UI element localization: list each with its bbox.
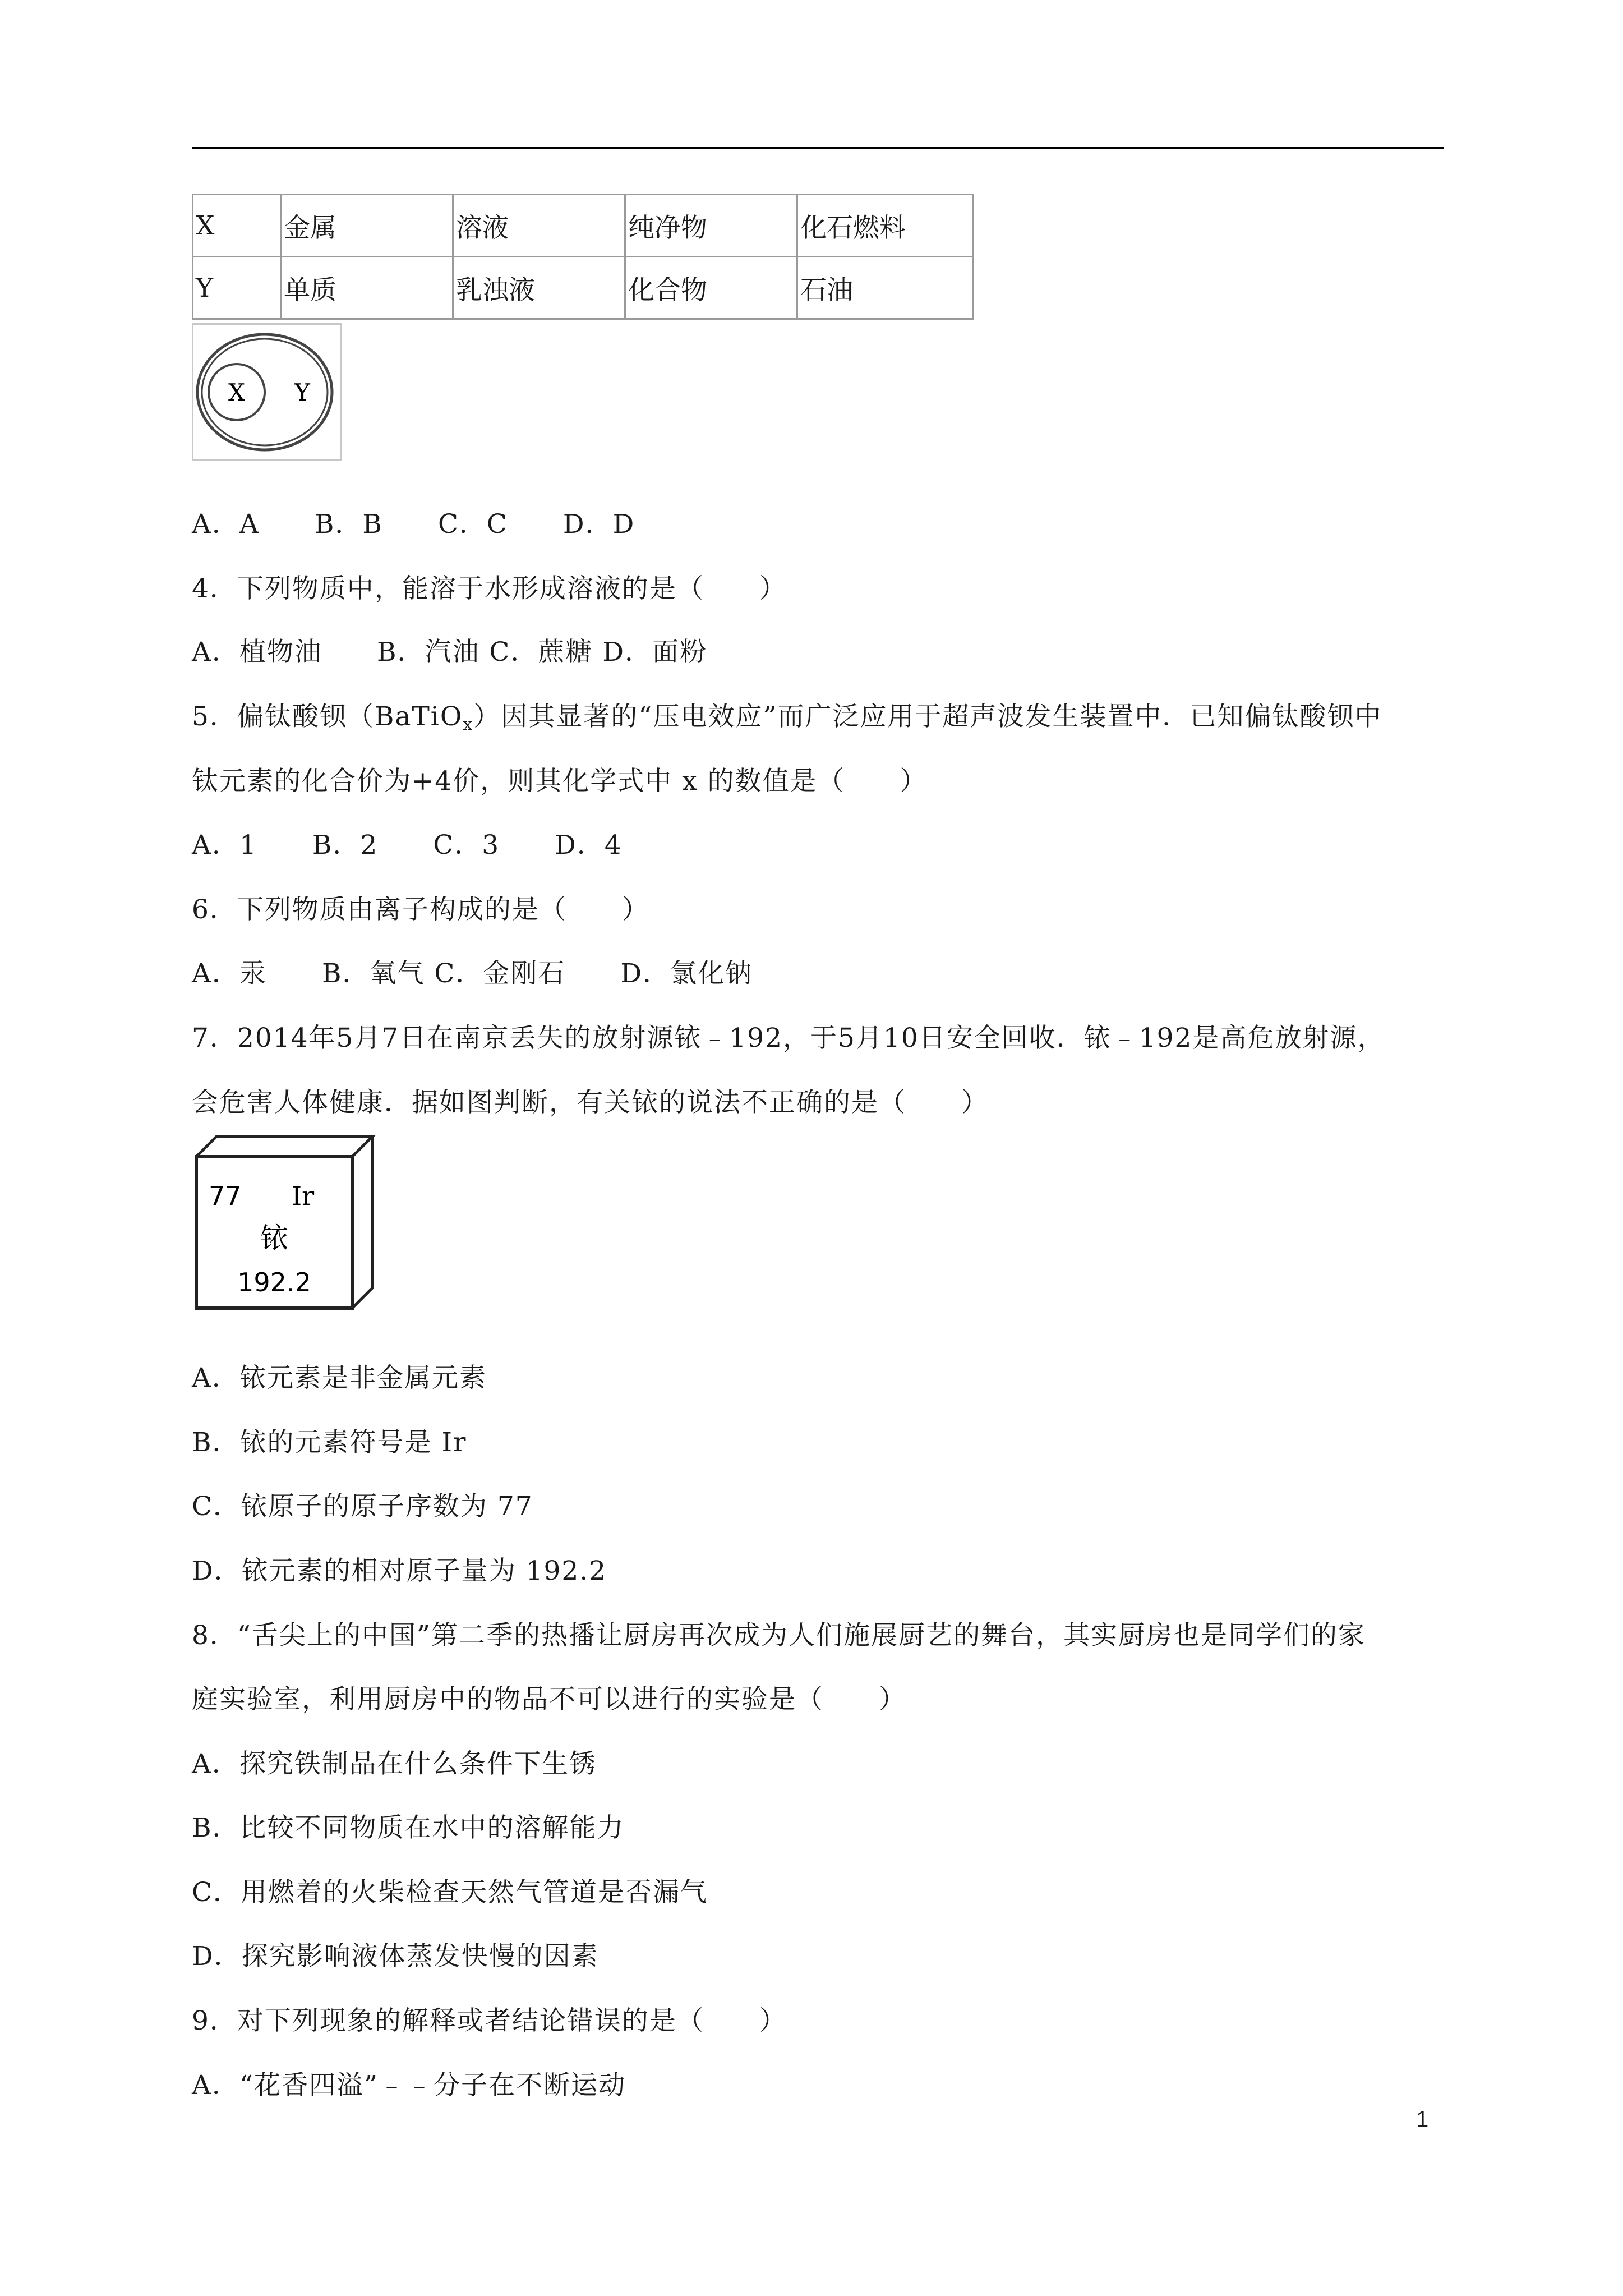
table-cell: 纯净物: [625, 195, 797, 257]
element-symbol: Ir: [292, 1181, 315, 1211]
q5-stem-line2: 钛元素的化合价为+4价，则其化学式中 x 的数值是（ ）: [192, 766, 928, 797]
table-row: [193, 257, 973, 319]
q5-options: A．1 B．2 C．3 D．4: [192, 830, 623, 861]
q9-option-a: A．“花香四溢”﹣﹣分子在不断运动: [192, 2070, 626, 2101]
table-cell: 溶液: [453, 195, 625, 257]
venn-diagram: [192, 323, 342, 461]
venn-outer-label: Y: [294, 379, 310, 406]
table-cell: Y: [193, 257, 281, 319]
q7-option-b: B．铱的元素符号是 Ir: [192, 1427, 467, 1458]
table-cell: 化石燃料: [797, 195, 973, 257]
q3-options: A．A B．B C．C D．D: [192, 509, 635, 540]
element-atomic-number: 77: [209, 1181, 242, 1211]
q5-stem-part1: 5．偏钛酸钡（BaTiO: [192, 701, 463, 732]
q5-stem: [192, 700, 1448, 742]
q6-options: A．汞 B．氧气 C．金刚石 D．氯化钠: [192, 958, 753, 989]
page-number: 1: [1416, 2107, 1429, 2132]
q7-option-d: D．铱元素的相对原子量为 192.2: [192, 1556, 607, 1586]
q8-option-d: D．探究影响液体蒸发快慢的因素: [192, 1941, 599, 1972]
venn-inner-label: X: [228, 379, 245, 406]
element-atomic-mass: 192.2: [237, 1267, 311, 1297]
q7-option-c: C．铱原子的原子序数为 77: [192, 1491, 533, 1522]
q4-stem: 4．下列物质中，能溶于水形成溶液的是（ ）: [192, 573, 787, 604]
q8-stem-line2: 庭实验室，利用厨房中的物品不可以进行的实验是（ ）: [192, 1684, 906, 1715]
header-rule: [192, 147, 1444, 149]
element-name: 铱: [260, 1222, 288, 1254]
q8-option-c: C．用燃着的火柴检查天然气管道是否漏气: [192, 1877, 708, 1908]
table-cell: 乳浊液: [453, 257, 625, 319]
q5-formula-subscript: x: [463, 715, 474, 734]
q7-stem-line1: 7．2014年5月7日在南京丢失的放射源铱﹣192，于5月10日安全回收．铱﹣192是高危放射源，: [192, 1023, 1385, 1053]
q5-stem-part2: ）因其显著的“压电效应”而广泛应用于超声波发生装置中．已知偏钛酸钡中: [473, 701, 1382, 732]
iridium-element-cell: [192, 1132, 377, 1312]
table-cell: 单质: [281, 257, 453, 319]
table-cell: 金属: [281, 195, 453, 257]
q6-stem: 6．下列物质由离子构成的是（ ）: [192, 894, 649, 925]
q8-stem-line1: 8．“舌尖上的中国”第二季的热播让厨房再次成为人们施展厨艺的舞台，其实厨房也是同学们的家: [192, 1620, 1366, 1651]
q4-options: A．植物油 B．汽油 C．蔗糖 D．面粉: [192, 637, 708, 668]
table-cell: 石油: [797, 257, 973, 319]
q7-option-a: A．铱元素是非金属元素: [192, 1363, 487, 1393]
classification-table: [192, 194, 974, 320]
table-cell: 化合物: [625, 257, 797, 319]
table-cell: X: [193, 195, 281, 257]
q8-option-b: B．比较不同物质在水中的溶解能力: [192, 1812, 625, 1843]
q7-stem-line2: 会危害人体健康．据如图判断，有关铱的说法不正确的是（ ）: [192, 1087, 989, 1118]
q9-stem: 9．对下列现象的解释或者结论错误的是（ ）: [192, 2005, 787, 2036]
table-row: [193, 195, 973, 257]
q8-option-a: A．探究铁制品在什么条件下生锈: [192, 1749, 597, 1779]
